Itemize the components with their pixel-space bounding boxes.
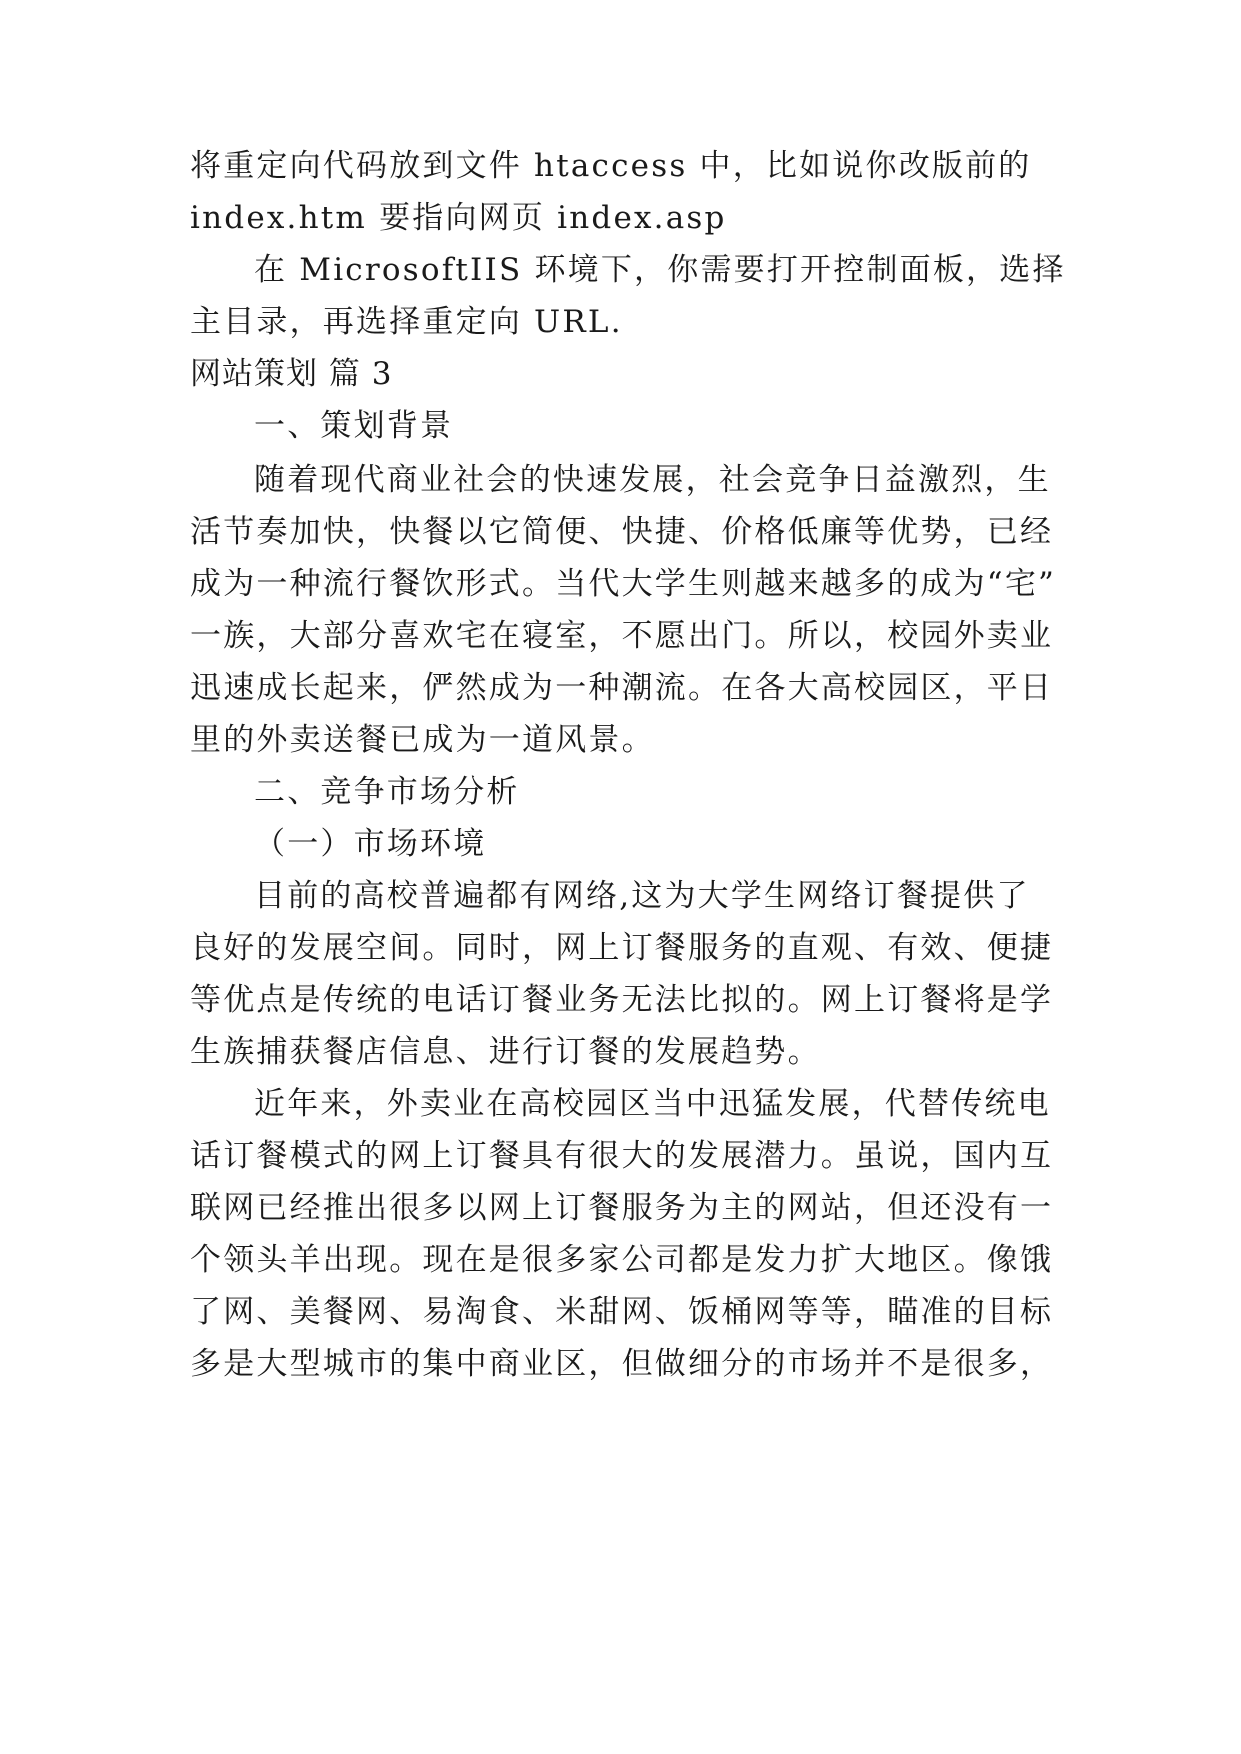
- paragraph-line: 成为一种流行餐饮形式。当代大学生则越来越多的成为“宅”: [190, 566, 1057, 602]
- paragraph-line: 了网、美餐网、易淘食、米甜网、饭桶网等等，瞄准的目标: [190, 1294, 1054, 1330]
- paragraph-line: 主目录，再选择重定向 URL.: [190, 304, 623, 340]
- heading-planning-background: 一、策划背景: [254, 408, 454, 444]
- paragraph-line: 一族，大部分喜欢宅在寝室，不愿出门。所以，校园外卖业: [190, 618, 1054, 654]
- paragraph-line: 生族捕获餐店信息、进行订餐的发展趋势。: [190, 1034, 821, 1070]
- paragraph-line: 随着现代商业社会的快速发展，社会竞争日益激烈，生: [254, 462, 1051, 498]
- paragraph-line: 联网已经推出很多以网上订餐服务为主的网站，但还没有一: [190, 1190, 1054, 1226]
- heading-market-analysis: 二、竞争市场分析: [254, 774, 520, 810]
- paragraph-line: 个领头羊出现。现在是很多家公司都是发力扩大地区。像饿: [190, 1242, 1054, 1278]
- paragraph-line: 在 MicrosoftIIS 环境下，你需要打开控制面板，选择: [254, 252, 1066, 288]
- section-title: 网站策划 篇 3: [190, 356, 393, 392]
- paragraph-line: 里的外卖送餐已成为一道风景。: [190, 722, 655, 758]
- paragraph-line: index.htm 要指向网页 index.asp: [190, 200, 727, 236]
- paragraph-line: 等优点是传统的电话订餐业务无法比拟的。网上订餐将是学: [190, 982, 1054, 1018]
- paragraph-line: 活节奏加快，快餐以它简便、快捷、价格低廉等优势，已经: [190, 514, 1054, 550]
- paragraph-line: 多是大型城市的集中商业区，但做细分的市场并不是很多，: [190, 1346, 1054, 1382]
- heading-market-environment: （一）市场环境: [254, 826, 487, 862]
- paragraph-line: 迅速成长起来，俨然成为一种潮流。在各大高校园区，平日: [190, 670, 1054, 706]
- paragraph-line: 将重定向代码放到文件 htaccess 中，比如说你改版前的: [190, 148, 1032, 184]
- paragraph-line: 话订餐模式的网上订餐具有很大的发展潜力。虽说，国内互: [190, 1138, 1054, 1174]
- paragraph-line: 近年来，外卖业在高校园区当中迅猛发展，代替传统电: [254, 1086, 1051, 1122]
- paragraph-line: 良好的发展空间。同时，网上订餐服务的直观、有效、便捷: [190, 930, 1054, 966]
- paragraph-line: 目前的高校普遍都有网络,这为大学生网络订餐提供了: [254, 878, 1030, 914]
